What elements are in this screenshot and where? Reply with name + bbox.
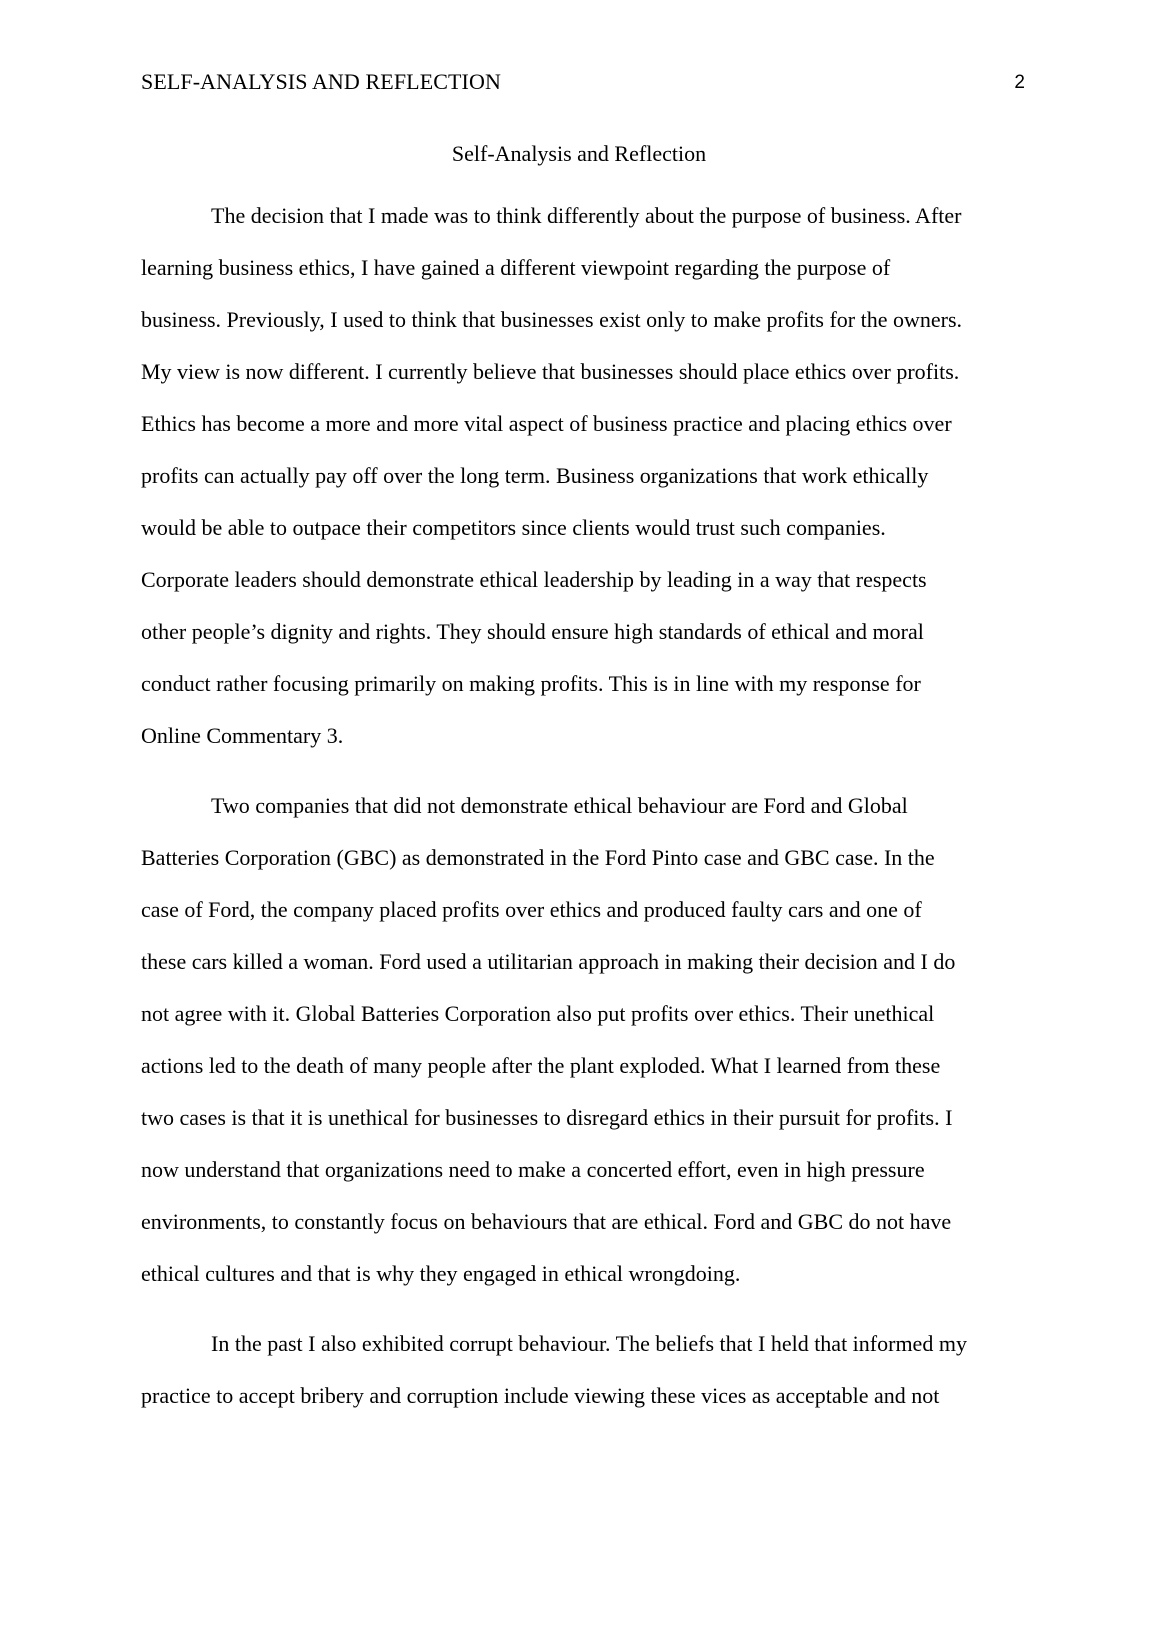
document-title: Self-Analysis and Reflection [451, 141, 707, 166]
paragraph-line: now understand that organizations need to make a concerted effort, even in high pressure [141, 1157, 925, 1182]
paragraph-line: actions led to the death of many people after the plant exploded. What I learned from these [141, 1053, 941, 1078]
page-number: 2 [1014, 72, 1025, 93]
paragraph-line: learning business ethics, I have gained a different viewpoint regarding the purpose of [141, 255, 891, 280]
paragraph-line: My view is now different. I currently believe that businesses should place ethics over profits. [141, 359, 960, 384]
paragraph-line: Two companies that did not demonstrate ethical behaviour are Ford and Global [211, 793, 908, 818]
paragraph-line: Ethics has become a more and more vital aspect of business practice and placing ethics over [141, 411, 952, 436]
paragraph-line: conduct rather focusing primarily on making profits. This is in line with my response for [141, 671, 921, 696]
running-head: SELF-ANALYSIS AND REFLECTION [141, 69, 501, 94]
paragraph-line: would be able to outpace their competitors since clients would trust such companies. [141, 515, 886, 540]
paragraph-line: two cases is that it is unethical for businesses to disregard ethics in their pursuit for profits. I [141, 1105, 953, 1130]
paragraph-line: ethical cultures and that is why they engaged in ethical wrongdoing. [141, 1261, 741, 1286]
paragraph-line: practice to accept bribery and corruption include viewing these vices as acceptable and not [141, 1383, 940, 1408]
paragraph-line: case of Ford, the company placed profits over ethics and produced faulty cars and one of [141, 897, 922, 922]
paragraph-line: business. Previously, I used to think that businesses exist only to make profits for the owners. [141, 307, 963, 332]
paragraph-line: other people’s dignity and rights. They should ensure high standards of ethical and moral [141, 619, 924, 644]
paragraph-line: Online Commentary 3. [141, 723, 344, 748]
paragraph-line: these cars killed a woman. Ford used a utilitarian approach in making their decision and I do [141, 949, 956, 974]
paragraph-line: In the past I also exhibited corrupt behaviour. The beliefs that I held that informed my [211, 1331, 967, 1356]
paragraph-line: not agree with it. Global Batteries Corporation also put profits over ethics. Their unethical [141, 1001, 935, 1026]
paragraph-line: profits can actually pay off over the long term. Business organizations that work ethically [141, 463, 929, 488]
paragraph-line: Corporate leaders should demonstrate ethical leadership by leading in a way that respects [141, 567, 927, 592]
paragraph-line: Batteries Corporation (GBC) as demonstrated in the Ford Pinto case and GBC case. In the [141, 845, 935, 870]
paragraph-line: The decision that I made was to think differently about the purpose of business. After [211, 203, 962, 228]
paragraph-line: environments, to constantly focus on behaviours that are ethical. Ford and GBC do not have [141, 1209, 952, 1234]
